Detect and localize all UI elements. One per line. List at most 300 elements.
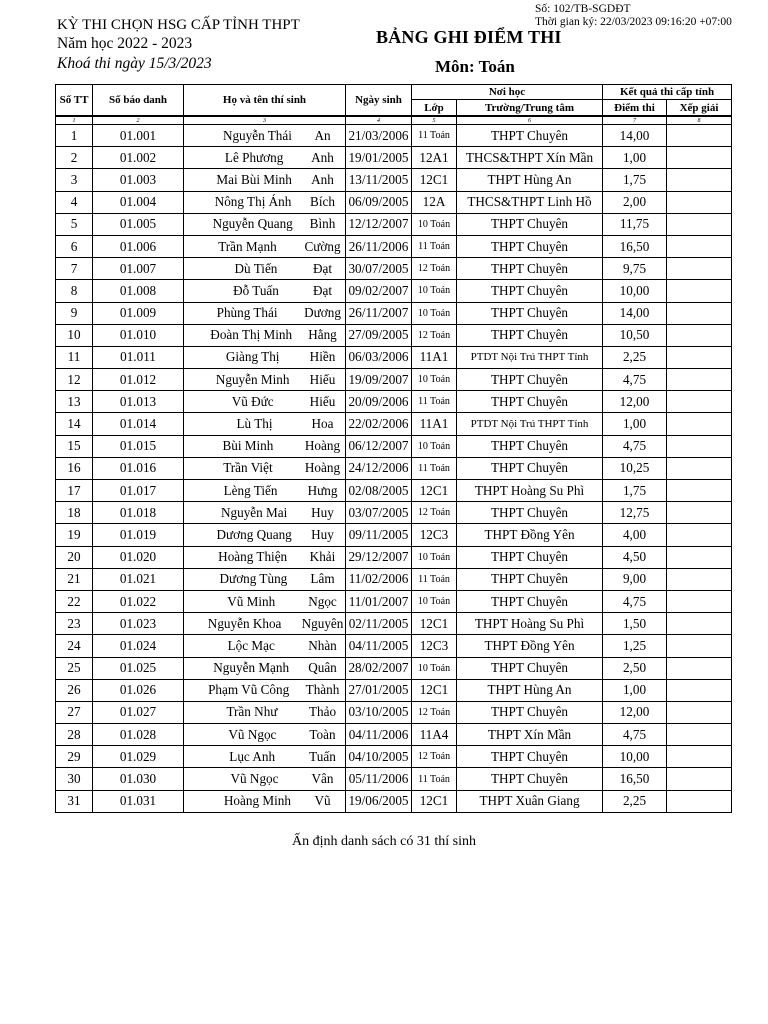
exam-date: Khoá thi ngày 15/3/2023 [57, 54, 212, 72]
table-row [56, 435, 732, 457]
cell-stt: 30 [56, 768, 93, 790]
column-number: 5 [412, 116, 457, 125]
cell-first-name: Phùng Thái [216, 305, 278, 321]
cell-sbd: 01.015 [93, 435, 184, 457]
cell-lop: 12C1 [412, 480, 457, 502]
cell-last-name: Hằng [308, 327, 337, 343]
cell-diem: 1,75 [603, 480, 667, 502]
cell-diem: 10,00 [603, 280, 667, 302]
column-number: 2 [93, 116, 184, 125]
cell-diem: 4,75 [603, 369, 667, 391]
cell-truong: THPT Chuyên [457, 457, 603, 479]
cell-last-name: Lâm [310, 571, 335, 587]
cell-last-name: Hoàng [304, 460, 341, 476]
cell-sbd: 01.014 [93, 413, 184, 435]
cell-xep-giai [667, 635, 732, 657]
cell-truong: THPT Chuyên [457, 657, 603, 679]
cell-truong: THPT Chuyên [457, 568, 603, 590]
cell-dob: 09/11/2005 [346, 524, 412, 546]
cell-xep-giai [667, 746, 732, 768]
cell-dob: 04/11/2006 [346, 724, 412, 746]
cell-lop: 12C1 [412, 169, 457, 191]
cell-xep-giai [667, 768, 732, 790]
cell-stt: 22 [56, 590, 93, 612]
cell-name [184, 369, 346, 391]
cell-sbd: 01.027 [93, 701, 184, 723]
cell-sbd: 01.010 [93, 324, 184, 346]
cell-sbd: 01.016 [93, 457, 184, 479]
cell-lop: 11A1 [412, 413, 457, 435]
cell-stt: 13 [56, 391, 93, 413]
cell-diem: 16,50 [603, 768, 667, 790]
cell-dob: 21/03/2006 [346, 125, 412, 147]
cell-lop: 11A4 [412, 724, 457, 746]
cell-sbd: 01.022 [93, 590, 184, 612]
cell-truong: THPT Chuyên [457, 235, 603, 257]
cell-truong: THPT Chuyên [457, 258, 603, 280]
cell-dob: 12/12/2007 [346, 213, 412, 235]
cell-first-name: Dương Tùng [219, 571, 288, 587]
cell-name [184, 724, 346, 746]
cell-xep-giai [667, 701, 732, 723]
table-row [56, 701, 732, 723]
cell-diem: 1,25 [603, 635, 667, 657]
cell-xep-giai [667, 546, 732, 568]
cell-lop: 12C1 [412, 679, 457, 701]
cell-first-name: Lục Anh [229, 748, 276, 764]
cell-dob: 19/06/2005 [346, 790, 412, 812]
cell-xep-giai [667, 258, 732, 280]
cell-diem: 16,50 [603, 235, 667, 257]
cell-last-name: Huy [311, 504, 334, 520]
column-number: 8 [667, 116, 732, 125]
cell-stt: 2 [56, 147, 93, 169]
cell-last-name: Thành [305, 682, 340, 698]
cell-xep-giai [667, 790, 732, 812]
cell-dob: 11/02/2006 [346, 568, 412, 590]
cell-lop: 10 Toán [412, 590, 457, 612]
cell-first-name: Dương Quang [216, 526, 292, 542]
cell-stt: 17 [56, 480, 93, 502]
cell-xep-giai [667, 679, 732, 701]
cell-last-name: Quân [308, 660, 337, 676]
header-xep-giai: Xếp giải [667, 100, 732, 117]
cell-diem: 2,25 [603, 790, 667, 812]
cell-lop: 11 Toán [412, 768, 457, 790]
cell-xep-giai [667, 502, 732, 524]
cell-dob: 13/11/2005 [346, 169, 412, 191]
cell-lop: 12A [412, 191, 457, 213]
cell-first-name: Hoàng Thiện [218, 549, 288, 565]
cell-last-name: Dương [304, 305, 341, 321]
cell-first-name: Dù Tiến [234, 260, 278, 276]
cell-dob: 02/08/2005 [346, 480, 412, 502]
table-row [56, 768, 732, 790]
cell-dob: 09/02/2007 [346, 280, 412, 302]
cell-stt: 24 [56, 635, 93, 657]
cell-last-name: Thảo [308, 704, 337, 720]
cell-xep-giai [667, 302, 732, 324]
cell-diem: 1,00 [603, 147, 667, 169]
cell-first-name: Nguyễn Quang [212, 216, 293, 232]
cell-first-name: Nguyễn Mạnh [213, 660, 290, 676]
cell-name [184, 413, 346, 435]
cell-dob: 27/09/2005 [346, 324, 412, 346]
cell-lop: 10 Toán [412, 369, 457, 391]
cell-xep-giai [667, 457, 732, 479]
cell-sbd: 01.018 [93, 502, 184, 524]
table-row [56, 724, 732, 746]
cell-lop: 12C3 [412, 635, 457, 657]
cell-first-name: Lèng Tiến [223, 482, 278, 498]
cell-diem: 14,00 [603, 125, 667, 147]
cell-name [184, 435, 346, 457]
cell-xep-giai [667, 369, 732, 391]
cell-dob: 06/03/2006 [346, 346, 412, 368]
cell-lop: 12C1 [412, 613, 457, 635]
cell-sbd: 01.030 [93, 768, 184, 790]
cell-diem: 9,75 [603, 258, 667, 280]
cell-truong: THPT Hùng An [457, 679, 603, 701]
sign-time: Thời gian ký: 22/03/2023 09:16:20 +07:00 [535, 16, 732, 28]
table-row [56, 191, 732, 213]
cell-lop: 10 Toán [412, 435, 457, 457]
cell-sbd: 01.028 [93, 724, 184, 746]
cell-stt: 27 [56, 701, 93, 723]
cell-first-name: Bùi Minh [222, 438, 274, 454]
cell-xep-giai [667, 613, 732, 635]
cell-sbd: 01.005 [93, 213, 184, 235]
cell-name [184, 235, 346, 257]
cell-dob: 03/10/2005 [346, 701, 412, 723]
cell-lop: 12C1 [412, 790, 457, 812]
header-sbd: Số báo danh [93, 85, 184, 117]
cell-truong: THPT Hoàng Su Phì [457, 613, 603, 635]
cell-xep-giai [667, 724, 732, 746]
cell-sbd: 01.025 [93, 657, 184, 679]
cell-name [184, 790, 346, 812]
cell-dob: 19/09/2007 [346, 369, 412, 391]
cell-last-name: Khải [309, 549, 336, 565]
cell-first-name: Nguyễn Thái [222, 127, 292, 143]
cell-truong: THPT Chuyên [457, 768, 603, 790]
cell-stt: 19 [56, 524, 93, 546]
cell-first-name: Nguyễn Minh [215, 371, 290, 387]
cell-diem: 2,00 [603, 191, 667, 213]
cell-stt: 8 [56, 280, 93, 302]
header-name: Họ và tên thí sinh [184, 85, 346, 117]
table-row [56, 413, 732, 435]
cell-stt: 6 [56, 235, 93, 257]
cell-dob: 30/07/2005 [346, 258, 412, 280]
cell-last-name: Vân [311, 771, 334, 787]
cell-last-name: Bích [310, 194, 335, 210]
cell-truong: THPT Chuyên [457, 369, 603, 391]
cell-last-name: Nguyên [301, 615, 344, 631]
table-row [56, 391, 732, 413]
cell-name [184, 613, 346, 635]
cell-truong: THPT Chuyên [457, 590, 603, 612]
cell-xep-giai [667, 413, 732, 435]
cell-xep-giai [667, 191, 732, 213]
cell-lop: 12A1 [412, 147, 457, 169]
cell-lop: 12 Toán [412, 258, 457, 280]
cell-truong: THPT Chuyên [457, 701, 603, 723]
score-table [55, 84, 732, 813]
table-row [56, 502, 732, 524]
cell-xep-giai [667, 435, 732, 457]
cell-dob: 29/12/2007 [346, 546, 412, 568]
cell-sbd: 01.020 [93, 546, 184, 568]
cell-name [184, 502, 346, 524]
cell-first-name: Đỗ Tuấn [233, 282, 279, 298]
cell-diem: 12,75 [603, 502, 667, 524]
header-stt: Số TT [56, 85, 93, 117]
school-year: Năm học 2022 - 2023 [57, 35, 193, 52]
cell-stt: 5 [56, 213, 93, 235]
cell-lop: 10 Toán [412, 546, 457, 568]
cell-sbd: 01.008 [93, 280, 184, 302]
cell-truong: THPT Chuyên [457, 546, 603, 568]
cell-name [184, 391, 346, 413]
table-row [56, 657, 732, 679]
table-row [56, 213, 732, 235]
cell-truong: THPT Chuyên [457, 302, 603, 324]
table-row [56, 457, 732, 479]
cell-stt: 20 [56, 546, 93, 568]
table-row [56, 613, 732, 635]
cell-sbd: 01.029 [93, 746, 184, 768]
cell-sbd: 01.006 [93, 235, 184, 257]
cell-stt: 9 [56, 302, 93, 324]
cell-lop: 11 Toán [412, 391, 457, 413]
cell-dob: 11/01/2007 [346, 590, 412, 612]
table-row [56, 258, 732, 280]
cell-lop: 12 Toán [412, 746, 457, 768]
cell-truong: THPT Chuyên [457, 280, 603, 302]
cell-last-name: Đạt [312, 260, 333, 276]
cell-dob: 24/12/2006 [346, 457, 412, 479]
cell-last-name: Nhàn [308, 637, 337, 653]
cell-name [184, 546, 346, 568]
cell-stt: 29 [56, 746, 93, 768]
cell-dob: 06/12/2007 [346, 435, 412, 457]
cell-last-name: Bình [309, 216, 336, 232]
table-row [56, 280, 732, 302]
cell-stt: 12 [56, 369, 93, 391]
cell-lop: 11 Toán [412, 235, 457, 257]
cell-lop: 11 Toán [412, 457, 457, 479]
cell-first-name: Nguyễn Mai [220, 504, 288, 520]
cell-last-name: Hoa [311, 416, 334, 432]
cell-truong: THPT Chuyên [457, 746, 603, 768]
cell-xep-giai [667, 125, 732, 147]
cell-first-name: Vũ Ngọc [230, 771, 279, 787]
cell-last-name: Tuấn [309, 748, 336, 764]
cell-truong: THPT Xín Mần [457, 724, 603, 746]
cell-dob: 26/11/2006 [346, 235, 412, 257]
cell-last-name: Hiếu [309, 371, 336, 387]
cell-diem: 2,25 [603, 346, 667, 368]
cell-sbd: 01.026 [93, 679, 184, 701]
cell-last-name: Anh [311, 171, 334, 187]
column-number-row [56, 116, 732, 125]
cell-diem: 10,50 [603, 324, 667, 346]
cell-truong: THPT Đồng Yên [457, 635, 603, 657]
cell-diem: 10,25 [603, 457, 667, 479]
cell-xep-giai [667, 524, 732, 546]
cell-name [184, 590, 346, 612]
cell-truong: THCS&THPT Linh Hồ [457, 191, 603, 213]
cell-diem: 1,00 [603, 679, 667, 701]
cell-sbd: 01.017 [93, 480, 184, 502]
cell-xep-giai [667, 324, 732, 346]
cell-first-name: Trần Việt [223, 460, 273, 476]
cell-sbd: 01.003 [93, 169, 184, 191]
cell-last-name: Ngọc [308, 593, 337, 609]
cell-dob: 05/11/2006 [346, 768, 412, 790]
cell-xep-giai [667, 590, 732, 612]
cell-stt: 23 [56, 613, 93, 635]
table-row [56, 346, 732, 368]
header-lop: Lớp [412, 100, 457, 117]
cell-lop: 10 Toán [412, 280, 457, 302]
cell-sbd: 01.001 [93, 125, 184, 147]
cell-lop: 12 Toán [412, 701, 457, 723]
cell-dob: 04/10/2005 [346, 746, 412, 768]
cell-first-name: Nông Thị Ánh [214, 194, 292, 210]
cell-first-name: Đoàn Thị Minh [210, 327, 293, 343]
cell-stt: 15 [56, 435, 93, 457]
cell-sbd: 01.004 [93, 191, 184, 213]
cell-lop: 10 Toán [412, 213, 457, 235]
cell-sbd: 01.007 [93, 258, 184, 280]
cell-name [184, 746, 346, 768]
cell-xep-giai [667, 169, 732, 191]
cell-dob: 19/01/2005 [346, 147, 412, 169]
cell-sbd: 01.031 [93, 790, 184, 812]
table-row [56, 125, 732, 147]
cell-lop: 12C3 [412, 524, 457, 546]
cell-truong: PTDT Nội Trú THPT Tỉnh [457, 346, 603, 368]
cell-name [184, 147, 346, 169]
cell-stt: 7 [56, 258, 93, 280]
table-row [56, 324, 732, 346]
cell-truong: THPT Đồng Yên [457, 524, 603, 546]
cell-stt: 14 [56, 413, 93, 435]
cell-lop: 11 Toán [412, 125, 457, 147]
cell-xep-giai [667, 147, 732, 169]
table-row [56, 235, 732, 257]
cell-name [184, 280, 346, 302]
header-truong: Trường/Trung tâm [457, 100, 603, 117]
cell-xep-giai [667, 346, 732, 368]
cell-first-name: Trần Mạnh [218, 238, 277, 254]
cell-first-name: Mai Bùi Minh [216, 171, 292, 187]
cell-last-name: Anh [311, 149, 334, 165]
cell-truong: THPT Chuyên [457, 435, 603, 457]
cell-last-name: An [314, 127, 331, 143]
cell-last-name: Hiếu [309, 393, 336, 409]
cell-first-name: Lộc Mạc [227, 637, 275, 653]
cell-name [184, 679, 346, 701]
cell-truong: THCS&THPT Xín Mần [457, 147, 603, 169]
table-row [56, 302, 732, 324]
cell-stt: 4 [56, 191, 93, 213]
table-row [56, 635, 732, 657]
cell-dob: 04/11/2005 [346, 635, 412, 657]
cell-stt: 21 [56, 568, 93, 590]
cell-truong: THPT Hoàng Su Phì [457, 480, 603, 502]
table-row [56, 568, 732, 590]
cell-truong: PTDT Nội Trú THPT Tỉnh [457, 413, 603, 435]
cell-name [184, 480, 346, 502]
cell-name [184, 657, 346, 679]
exam-info [57, 16, 300, 73]
cell-last-name: Đạt [312, 282, 333, 298]
cell-truong: THPT Chuyên [457, 213, 603, 235]
column-number: 7 [603, 116, 667, 125]
cell-diem: 10,00 [603, 746, 667, 768]
header-ket-qua: Kết quả thi cấp tỉnh [603, 85, 732, 100]
cell-stt: 11 [56, 346, 93, 368]
cell-sbd: 01.013 [93, 391, 184, 413]
cell-name [184, 191, 346, 213]
cell-first-name: Vũ Đức [231, 393, 274, 409]
cell-first-name: Vũ Minh [227, 593, 276, 609]
cell-dob: 02/11/2005 [346, 613, 412, 635]
cell-diem: 4,75 [603, 724, 667, 746]
cell-diem: 9,00 [603, 568, 667, 590]
cell-last-name: Toàn [309, 726, 336, 742]
cell-stt: 16 [56, 457, 93, 479]
document-number: Số: 102/TB-SGDĐT [535, 3, 631, 15]
cell-stt: 3 [56, 169, 93, 191]
cell-sbd: 01.019 [93, 524, 184, 546]
cell-stt: 31 [56, 790, 93, 812]
cell-dob: 27/01/2005 [346, 679, 412, 701]
cell-lop: 11 Toán [412, 568, 457, 590]
cell-diem: 1,00 [603, 413, 667, 435]
cell-diem: 14,00 [603, 302, 667, 324]
cell-truong: THPT Chuyên [457, 125, 603, 147]
cell-diem: 1,75 [603, 169, 667, 191]
cell-dob: 20/09/2006 [346, 391, 412, 413]
cell-sbd: 01.012 [93, 369, 184, 391]
table-row [56, 524, 732, 546]
cell-dob: 22/02/2006 [346, 413, 412, 435]
signature-info [535, 3, 732, 29]
header-dob: Ngày sinh [346, 85, 412, 117]
cell-last-name: Cường [304, 238, 341, 254]
cell-diem: 11,75 [603, 213, 667, 235]
table-row [56, 480, 732, 502]
cell-truong: THPT Chuyên [457, 391, 603, 413]
cell-name [184, 768, 346, 790]
cell-xep-giai [667, 391, 732, 413]
cell-first-name: Phạm Vũ Công [208, 682, 290, 698]
cell-sbd: 01.021 [93, 568, 184, 590]
page-title: BẢNG GHI ĐIỂM THI [376, 27, 562, 47]
table-row [56, 746, 732, 768]
cell-name [184, 125, 346, 147]
table-row [56, 790, 732, 812]
cell-xep-giai [667, 235, 732, 257]
cell-first-name: Giàng Thị [225, 349, 280, 365]
subject-label: Môn: Toán [435, 57, 515, 76]
cell-first-name: Nguyễn Khoa [207, 615, 282, 631]
cell-name [184, 346, 346, 368]
